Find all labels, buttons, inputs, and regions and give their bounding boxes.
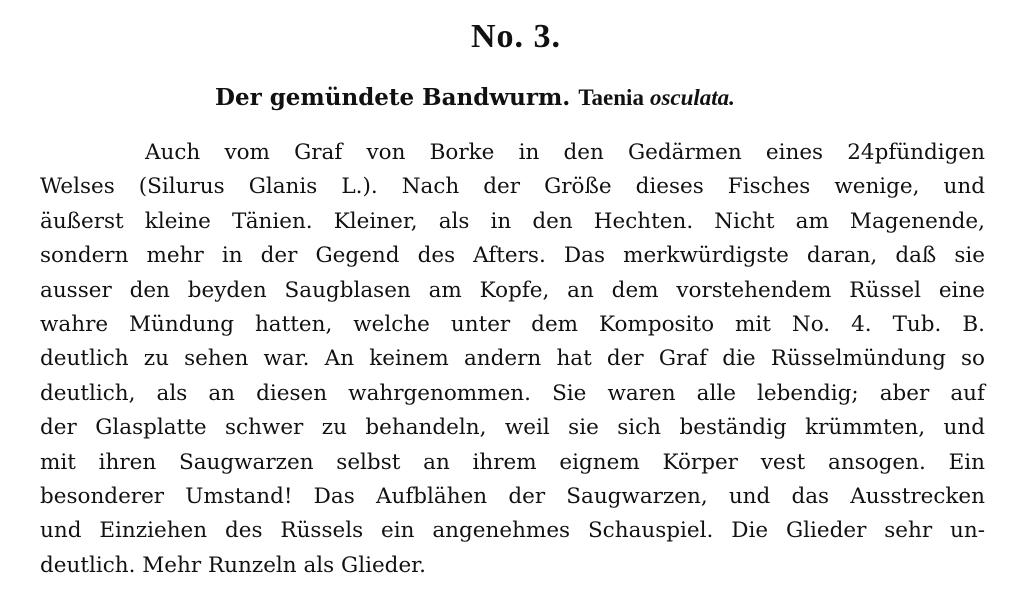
text-line: wahre Mündung hatten, welche unter dem Komposito mit No. 4. Tub. B.	[40, 311, 985, 337]
text-line: deutlich, als an diesen wahrgenommen. Sie waren alle lebendig; aber auf	[40, 380, 985, 406]
text-line: der Glasplatte schwer zu behandeln, weil sie sich beständig krümmten, und	[40, 415, 985, 441]
text-line: besonderer Umstand! Das Aufblähen der Saugwarzen, und das Ausstrecken	[40, 483, 985, 509]
text-line: Auch vom Graf von Borke in den Gedärmen eines 24pfündigen	[145, 140, 985, 165]
text-line: deutlich zu sehen war. An keinem andern hat der Graf die Rüsselmündung so	[40, 346, 985, 372]
section-title	[215, 84, 855, 111]
text-line: sondern mehr in der Gegend des Afters. Das merkwürdigste daran, daß sie	[40, 243, 985, 269]
title-latin-genus: Taenia	[578, 85, 644, 110]
title-german: Der gemündete Bandwurm.	[215, 84, 571, 111]
text-line: deutlich. Mehr Runzeln als Glieder.	[40, 552, 426, 578]
text-line: und Einziehen des Rüssels ein angenehmes Schauspiel. Die Glieder sehr un-	[40, 518, 985, 544]
title-latin-species: osculata.	[649, 85, 735, 110]
text-line: mit ihren Saugwarzen selbst an ihrem eignem Körper vest ansogen. Ein	[40, 449, 985, 475]
body-paragraph	[40, 136, 985, 583]
section-number-heading: No. 3.	[470, 18, 562, 55]
text-line: ausser den beyden Saugblasen am Kopfe, an dem vorstehendem Rüssel eine	[40, 277, 985, 303]
text-line: Welses (Silurus Glanis L.). Nach der Größe dieses Fisches wenige, und	[40, 174, 985, 200]
text-line: äußerst kleine Tänien. Kleiner, als in den Hechten. Nicht am Magenende,	[40, 208, 985, 234]
